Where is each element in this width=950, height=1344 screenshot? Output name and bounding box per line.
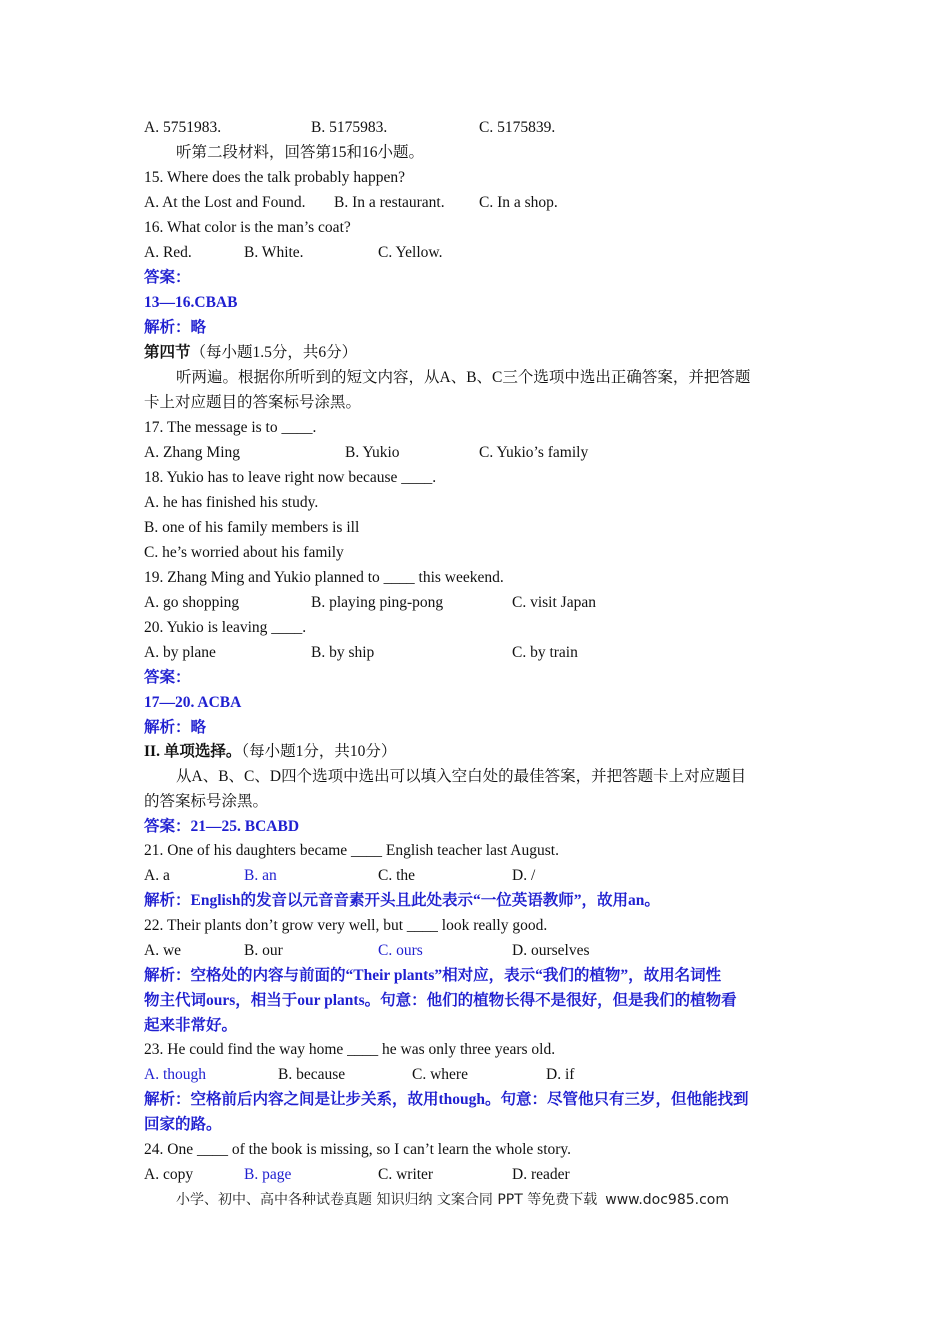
answer-label-1: 答案： xyxy=(144,269,191,286)
q16-option-a: A. Red. xyxy=(144,244,192,261)
question-23: 23. He could find the way home ____ he was only three years old. xyxy=(144,1041,556,1058)
q22-option-d: D. ourselves xyxy=(512,942,590,959)
q23-explanation-1: 解析：空格前后内容之间是让步关系，故用though。句意：尽管他只有三岁，但他能找到 xyxy=(144,1091,749,1108)
q16-option-b: B. White. xyxy=(244,244,304,261)
q17-option-a: A. Zhang Ming xyxy=(144,444,241,461)
q24-option-c: C. writer xyxy=(378,1166,434,1183)
q17-options xyxy=(144,440,814,465)
analysis-1: 解析：略 xyxy=(144,319,207,336)
section-2-heading xyxy=(144,739,814,764)
q24-option-b: B. page xyxy=(244,1166,292,1183)
q19-option-a: A. go shopping xyxy=(144,594,240,611)
q21-option-d: D. / xyxy=(512,867,536,884)
question-20: 20. Yukio is leaving ____. xyxy=(144,619,307,636)
q20-option-a: A. by plane xyxy=(144,644,216,661)
q20-option-c: C. by train xyxy=(512,644,578,661)
q15-option-c: C. In a shop. xyxy=(479,194,558,211)
answer-1: 13—16.CBAB xyxy=(144,294,238,311)
q24-options xyxy=(144,1162,814,1187)
q22-options xyxy=(144,938,814,963)
answer-label-2: 答案： xyxy=(144,669,191,686)
q14-option-a: A. 5751983. xyxy=(144,119,222,136)
q23-option-d: D. if xyxy=(546,1066,575,1083)
question-17: 17. The message is to ____. xyxy=(144,419,317,436)
q23-option-c: C. where xyxy=(412,1066,468,1083)
q22-option-a: A. we xyxy=(144,942,182,959)
question-24: 24. One ____ of the book is missing, so I can’t learn the whole story. xyxy=(144,1141,572,1158)
footer-text: 小学、初中、高中各种试卷真题 知识归纳 文案合同 PPT 等免费下载 xyxy=(176,1192,598,1208)
section-2-note: （每小题1分，共10分） xyxy=(241,743,397,760)
q15-option-a: A. At the Lost and Found. xyxy=(144,194,306,211)
q22-option-c: C. ours xyxy=(378,942,423,959)
q22-explanation-2: 物主代词ours，相当于our plants。句意：他们的植物长得不是很好，但是我们的植物看 xyxy=(144,992,737,1009)
q14-options xyxy=(144,115,814,140)
section-4-note: （每小题1.5分，共6分） xyxy=(190,344,358,361)
q18-option-a: A. he has finished his study. xyxy=(144,494,319,511)
question-15: 15. Where does the talk probably happen? xyxy=(144,169,405,186)
q21-explanation: 解析：English的发音以元音音素开头且此处表示“一位英语教师”，故用an。 xyxy=(144,892,660,909)
q19-option-c: C. visit Japan xyxy=(512,594,596,611)
q20-option-b: B. by ship xyxy=(311,644,375,661)
q24-option-a: A. copy xyxy=(144,1166,194,1183)
q15-options xyxy=(144,190,814,215)
q17-option-c: C. Yukio’s family xyxy=(479,444,589,461)
q21-options xyxy=(144,863,814,888)
q19-option-b: B. playing ping-pong xyxy=(311,594,444,611)
question-16: 16. What color is the man’s coat? xyxy=(144,219,351,236)
q18-option-c: C. he’s worried about his family xyxy=(144,544,344,561)
section-intro-2: 听第二段材料，回答第15和16小题。 xyxy=(176,144,425,161)
q24-option-d: D. reader xyxy=(512,1166,570,1183)
q15-option-b: B. In a restaurant. xyxy=(334,194,445,211)
footer-url-link[interactable]: www.doc985.com xyxy=(605,1192,729,1208)
section-4-instruction-1: 听两遍。根据你所听到的短文内容，从A、B、C三个选项中选出正确答案，并把答题 xyxy=(176,369,751,386)
q22-explanation-3: 起来非常好。 xyxy=(144,1017,238,1034)
section-2-title: II. 单项选择。 xyxy=(144,743,242,760)
q21-option-c: C. the xyxy=(378,867,416,884)
q19-options xyxy=(144,590,814,615)
section-2-instruction-1: 从A、B、C、D四个选项中选出可以填入空白处的最佳答案，并把答题卡上对应题目 xyxy=(176,768,747,785)
q17-option-b: B. Yukio xyxy=(345,444,400,461)
q21-option-a: A. a xyxy=(144,867,170,884)
q16-options xyxy=(144,240,814,265)
question-18: 18. Yukio has to leave right now because ____. xyxy=(144,469,437,486)
q14-option-c: C. 5175839. xyxy=(479,119,556,136)
answer-3: 答案：21—25. BCABD xyxy=(144,818,300,835)
q21-option-b: B. an xyxy=(244,867,277,884)
question-22: 22. Their plants don’t grow very well, but ____ look really good. xyxy=(144,917,548,934)
q23-explanation-2: 回家的路。 xyxy=(144,1116,222,1133)
q16-option-c: C. Yellow. xyxy=(378,244,443,261)
section-2-instruction-2: 的答案标号涂黑。 xyxy=(144,793,269,810)
q23-option-a: A. though xyxy=(144,1066,206,1083)
q23-option-b: B. because xyxy=(278,1066,346,1083)
q18-option-b: B. one of his family members is ill xyxy=(144,519,360,536)
q22-explanation-1: 解析：空格处的内容与前面的“Their plants”相对应，表示“我们的植物”，故用名词性 xyxy=(144,967,722,984)
q14-option-b: B. 5175983. xyxy=(311,119,388,136)
q20-options xyxy=(144,640,814,665)
question-19: 19. Zhang Ming and Yukio planned to ____ this weekend. xyxy=(144,569,504,586)
q22-option-b: B. our xyxy=(244,942,283,959)
q23-options xyxy=(144,1062,814,1087)
analysis-2: 解析：略 xyxy=(144,719,207,736)
section-4-instruction-2: 卡上对应题目的答案标号涂黑。 xyxy=(144,394,362,411)
section-4-title: 第四节 xyxy=(144,344,191,361)
question-21: 21. One of his daughters became ____ English teacher last August. xyxy=(144,842,559,859)
answer-2: 17—20. ACBA xyxy=(144,694,242,711)
section-4-heading xyxy=(144,340,814,365)
page-footer xyxy=(176,1188,729,1213)
